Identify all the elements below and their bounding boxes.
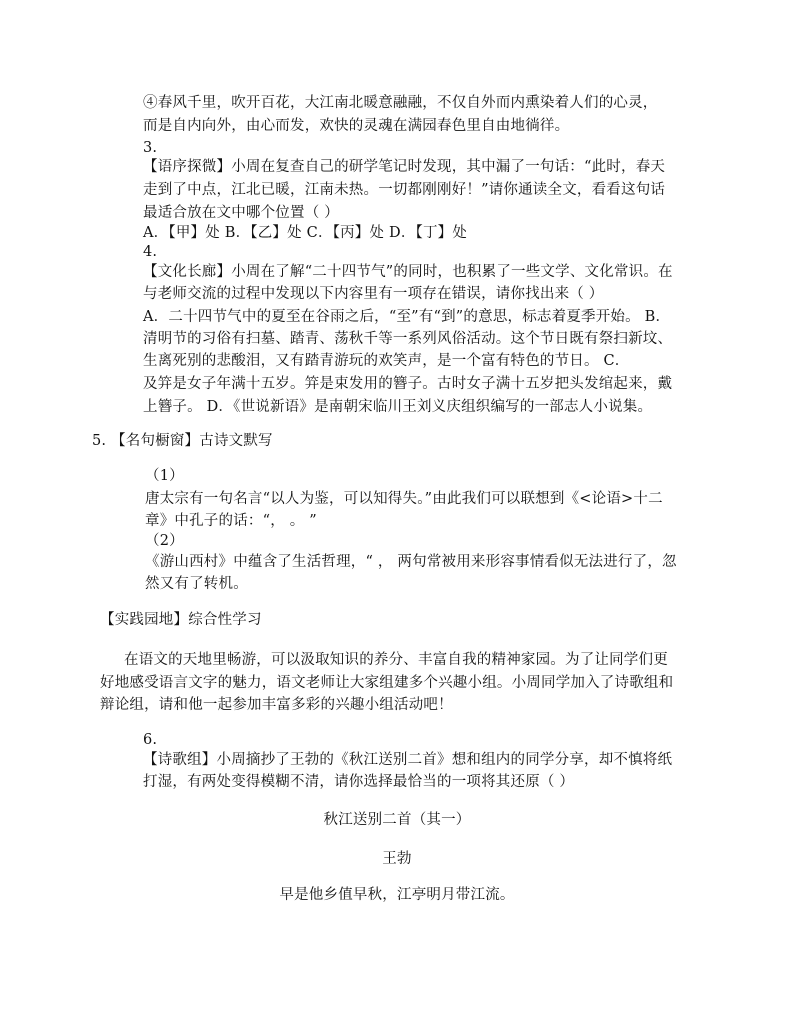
- q5-heading: 5. 【名句橱窗】古诗文默写: [92, 433, 273, 449]
- item4-line-1: ④春风千里，吹开百花，大江南北暖意融融，不仅自外而内熏染着人们的心灵，: [143, 95, 658, 111]
- section-intro-line-2: 好地感受语言文字的魅力，语文老师让大家组建多个兴趣小组。小周同学加入了诗歌组和: [100, 675, 674, 691]
- poem-line-1: 早是他乡值早秋，江亭明月带江流。: [279, 887, 515, 903]
- q3-line-3: 最适合放在文中哪个位置（ ）: [143, 205, 339, 221]
- q3-number: 3.: [143, 140, 158, 156]
- q3-line-1: 【语序探微】小周在复查自己的研学笔记时发现，其中漏了一句话：“此时，春天: [143, 159, 666, 175]
- q4-line-4: 清明节的习俗有扫墓、踏青、荡秋千等一系列风俗活动。这个节日既有祭扫新坟、: [143, 331, 673, 347]
- q5-sub1-line-2: 章》中孔子的话：“， 。 ”: [145, 513, 317, 529]
- poem-author: 王勃: [382, 851, 412, 867]
- q4-line-2: 与老师交流的过程中发现以下内容里有一项存在错误，请你找出来（ ）: [143, 286, 604, 302]
- q6-number: 6.: [143, 732, 158, 748]
- q5-sub2-number: （2）: [145, 533, 184, 549]
- q5-sub1-number: （1）: [145, 468, 184, 484]
- q4-line-5: 生离死别的悲酸泪，又有踏青游玩的欢笑声，是一个富有特色的节日。 C．: [143, 353, 630, 369]
- item4-line-2: 而是自内向外，由心而发，欢快的灵魂在满园春色里自由地徜徉。: [143, 118, 570, 134]
- q5-sub1-line-1: 唐太宗有一句名言“以人为鉴，可以知得失。”由此我们可以联想到《<论语>十二: [145, 491, 663, 507]
- q4-line-3: A．二十四节气中的夏至在谷雨之后，“至”有“到”的意思，标志着夏季开始。 B．: [143, 309, 671, 325]
- section-intro-line-1: 在语文的天地里畅游，可以汲取知识的养分、丰富自我的精神家园。为了让同学们更: [124, 652, 668, 668]
- q4-number: 4.: [143, 244, 158, 260]
- q5-sub2-line-1: 《游山西村》中蕴含了生活哲理，“ ， 两句常被用来形容事情看似无法进行了，忽: [145, 554, 677, 570]
- q4-line-1: 【文化长廊】小周在了解“二十四节气”的同时，也积累了一些文学、文化常识。在: [143, 264, 673, 280]
- q4-line-7: 上簪子。 D．《世说新语》是南朝宋临川王刘义庆组织编写的一部志人小说集。: [143, 399, 653, 415]
- section-heading: 【实践园地】综合性学习: [100, 612, 262, 628]
- q3-options: A．【甲】处 B．【乙】处 C．【丙】处 D．【丁】处: [143, 225, 468, 241]
- q3-line-2: 走到了中点，江北已暖，江南未热。一切都刚刚好！”请你通读全文，看看这句话: [143, 182, 666, 198]
- q6-line-2: 打湿，有两处变得模糊不清，请你选择最恰当的一项将其还原（ ）: [143, 774, 575, 790]
- section-intro-line-3: 辩论组，请和他一起参加丰富多彩的兴趣小组活动吧！: [100, 697, 453, 713]
- q5-sub2-line-2: 然又有了转机。: [145, 576, 248, 592]
- q6-line-1: 【诗歌组】小周摘抄了王勃的《秋江送别二首》想和组内的同学分享，却不慎将纸: [143, 752, 673, 768]
- poem-title: 秋江送别二首（其一）: [323, 812, 471, 828]
- q4-line-6: 及笄是女子年满十五岁。笄是束发用的簪子。古时女子满十五岁把头发绾起来，戴: [143, 376, 673, 392]
